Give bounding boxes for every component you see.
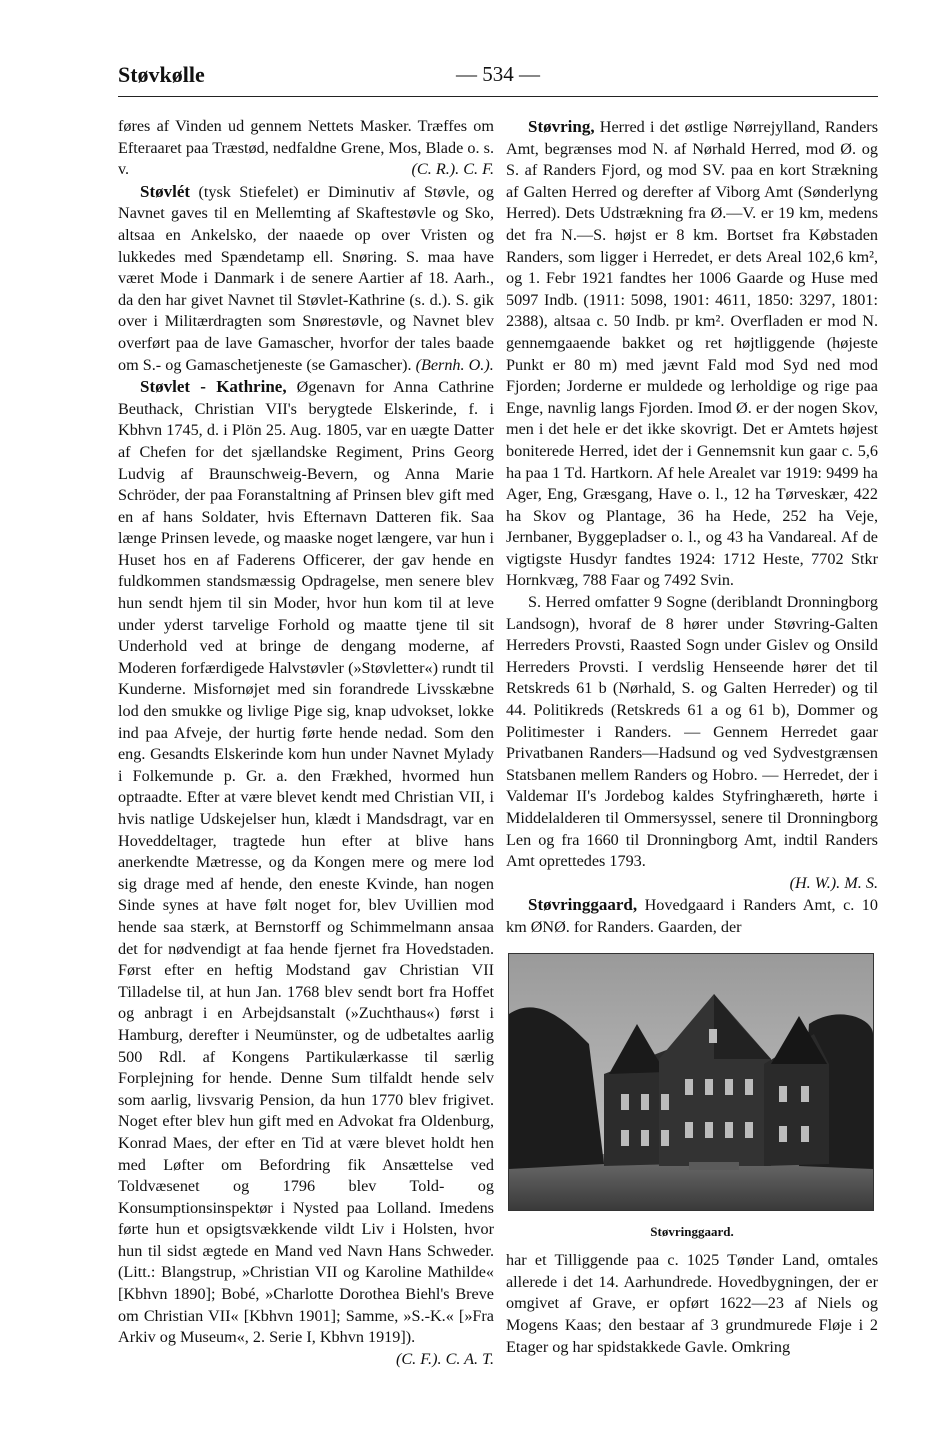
- entry-term: Støvlét: [140, 181, 191, 201]
- manor-photo: [508, 953, 874, 1211]
- entry-continuation: har et Tilliggende paa c. 1025 Tønder Land, omtales allerede i det 14. Aarhundrede. Hovedbygningen, der er omgivet af Grave, er opført 1622—23 af Niels og Mogens Kaas; den bestaar af 3 grundmurede Fløje i 2 Etager og har spidstakkede Gavle. Omkring: [506, 1251, 878, 1356]
- entry-body: (tysk Stiefelet) er Diminutiv af Støvle, og Navnet gaves til en Mellemting af Skaftestøvle og Sko, altsaa en Ankelsko, der naaede op over Vristen og lukkedes med Spændetamp ell. Snøring. S. maa have været Mode i Danmark i de senere Aartier af 18. Aarh., da den har givet Navnet til Støvlet-Kathrine (s. d.). S. gik over i Militærdragten som Snørestøvle, og Navnet blev overført paa de lave Gamascher, hvorfor der tales baade om S.- og Gamaschetjeneste (se Gamascher).: [118, 182, 494, 374]
- signature: (C. F.). C. A. T.: [395, 1349, 494, 1368]
- entry-stovring: [506, 116, 878, 592]
- page-header: [118, 58, 878, 94]
- figure-caption: Støvringgaard.: [650, 1223, 734, 1239]
- left-column: [118, 116, 494, 1370]
- entry-stovlet: [118, 181, 494, 376]
- continued-text: føres af Vinden ud gennem Nettets Masker. Træffes om Efteraaret paa Træstød, nedfaldne Grene, Mos, Blade o. s. v.: [118, 117, 494, 179]
- entry-term: Støvlet - Kathrine,: [140, 377, 287, 397]
- entry-stovlet-kathrine: [118, 376, 494, 1368]
- running-headword: Støvkølle: [118, 62, 205, 87]
- entry-term: Støvring,: [528, 117, 595, 136]
- entry-body: Hovedgaard i Randers Amt, c. 10 km ØNØ. for Randers. Gaarden, der: [506, 896, 878, 936]
- header-rule: [118, 96, 878, 97]
- entry-stovringgaard: [506, 894, 878, 938]
- right-column: [506, 116, 878, 1358]
- signature: (Bernh. O.).: [415, 355, 494, 374]
- continued-entry: [118, 116, 494, 181]
- entry-paragraph: S. Herred omfatter 9 Sogne (deriblandt Dronningborg Landsogn), hvoraf de 8 hører under Støvring-Galten Herreders Provsti, Raasted Sogn under Gislev og Onsild Herreders Provsti. I verdslig Henseende hører det til Retskreds 61 b (Nørhald, S. og Galten Herreder) og til 44. Politikreds (Retskreds 61 a og 61 b), Dommer og Politimester i Randers. — Gennem Herredet gaar Privatbanen Randers—Hadsund og ved Sydvestgrænsen Statsbanen mellem Randers og Hobro. — Herredet, der i Valdemar II's Jordebog kaldes Styfringhæreth, hørte i Middelalderen til Ommersyssel, senere til Dronningborg Len og fra 1660 til Dronningborg Amt, indtil Randers Amt oprettedes 1793.: [506, 593, 878, 871]
- figure: [508, 953, 876, 1243]
- page-number: — 534 —: [456, 62, 540, 86]
- entry-body: Herred i det østlige Nørrejylland, Randers Amt, begrænses mod N. af Nørhald Herred, mod Ø. og S. af Randers Fjord, og mod SV. paa en kort Strækning af Galten Herred og derefter af Viborg Amt (Sønderlyng Herred). Dets Udstrækning fra Ø.—V. er 19 km, medens det fra N.—S. højst er 8 km. Bortset fra Købstaden Randers, som ligger i Herredet, er dets Areal 102,6 km², og 1. Febr 1921 fandtes her 1006 Gaarde og Huse med 5097 Indb. (1911: 5098, 1901: 4611, 1850: 3297, 1801: 2388), altsaa c. 50 Indb. pr km². Overfladen er mod N. gennemgaaende bakket og ret højtliggende (højeste Punkt er 80 m) med jævnt Fald mod Syd ned mod Fjorden; Jorderne er muldede og lerholdige og rige paa Enge, navnlig langs Fjorden. Imod Ø. er der nogen Skov, men i det hele er det ikke skovrigt. Det er Amtets højest boniterede Herred, idet der i Gennemsnit kun gaar c. 5,6 ha paa 1 Td. Hartkorn. Af hele Arealet var 1919: 9499 ha Ager, Eng, Græsgang, Have o. l., 12 ha Tørveskær, 422 ha Skov og Plantage, 36 ha Hede, 252 ha Veje, Jernbaner, Byggepladser o. l., og 43 ha Vandareal. Af de vigtigste Husdyr fandtes 1924: 1712 Heste, 7702 Stkr Hornkvæg, 788 Faar og 7492 Svin.: [506, 118, 878, 590]
- signature: (C. R.). C. F.: [411, 160, 494, 179]
- signature: (H. W.). M. S.: [789, 873, 878, 892]
- entry-term: Støvringgaard,: [528, 895, 638, 915]
- entry-body: Øgenavn for Anna Cathrine Beuthack, Christian VII's berygtede Elskerinde, f. i Kbhvn 1745, d. i Plön 25. Aug. 1805, var en uægte Datter af Chefen for det sjællandske Regiment, Prins Georg Ludvig af Braunschweig-Bevern, og Anna Marie Schröder, der paa Foranstaltning af Prinsen blev gift med en af hans Soldater, hvis Efternavn Datteren fik. Saa længe Prinsen levede, og maaske noget længere, var hun i Huset hos en af Faderens Officerer, der gav hende en fuldkommen standsmæssig Opdragelse, men senere blev hun sendt hjem til sin Moder, hvor hun kom til at leve under yderst tarvelige Forhold og maatte tjene til sit Underhold ved at bringe de dengang moderne, af Moderen forfærdigede Halvstøvler (»Støvletter«) rundt til Kunderne. Misfornøjet med sin forandrede Livsskæbne lod den smukke og livlige Pige sig, knap udvokset, lokke ind paa Afveje, der hurtig førte hende nedad. Som den eng. Gesandts Elskerinde kom hun under Navnet Mylady i Folkemunde p. Gr. a. den Frækhed, hvormed hun optraadte. Efter at være blevet kendt med Christian VII, i hvis natlige Udskejelser hun, klædt i Mandsdragt, var en Hoveddeltager, tragtede hun efter at blive hans anerkendte Mætresse, og da Kongen mere og mere lod sig drage med af hende, den eneste Kvinde, han nogen Sinde synes at have følt noget for, blev Uvillien mod hende saa stærk, at Bernstorff og Schimmelmann ansaa det for nødvendigt at faa hende fjernet fra Hovedstaden. Først efter en heftig Modstand gav Christian VII Tilladelse til, at hun Jan. 1768 blev sendt bort fra Hoffet og anbragt i en Arbejdsanstalt (»Zuchthaus«) først i Hamburg, derefter i Neumünster, og de udbetaltes aarlig 500 Rdl. af Kongens Partikulærkasse til særlig Forplejning for hende. Denne Sum tilfaldt hende selv som aarlig, livsvarig Pension, da hun 1770 blev frigivet. Noget efter blev hun gift med en Advokat fra Oldenburg, Konrad Maes, der efter en Tid at være blevet holdt hen med Løfter om Befordring fik Ansættelse ved Toldvæsenet og 1796 blev Told- og Konsumptionsinspektør i Nysted paa Lolland. Imedens førte hun et opsigtsvækkende vildt Liv i Holsten, hvor hun til sidst ægtede en Mand ved Navn Hans Schweder. (Litt.: Blangstrup, »Christian VII og Karoline Mathilde« [Kbhvn 1890]; Bobé, »Charlotte Dorothea Biehl's Breve om Christian VII« [Kbhvn 1901]; Samme, »S.-K.« [»Fra Arkiv og Museum«, 2. Serie I, Kbhvn 1919]).: [118, 378, 494, 1347]
